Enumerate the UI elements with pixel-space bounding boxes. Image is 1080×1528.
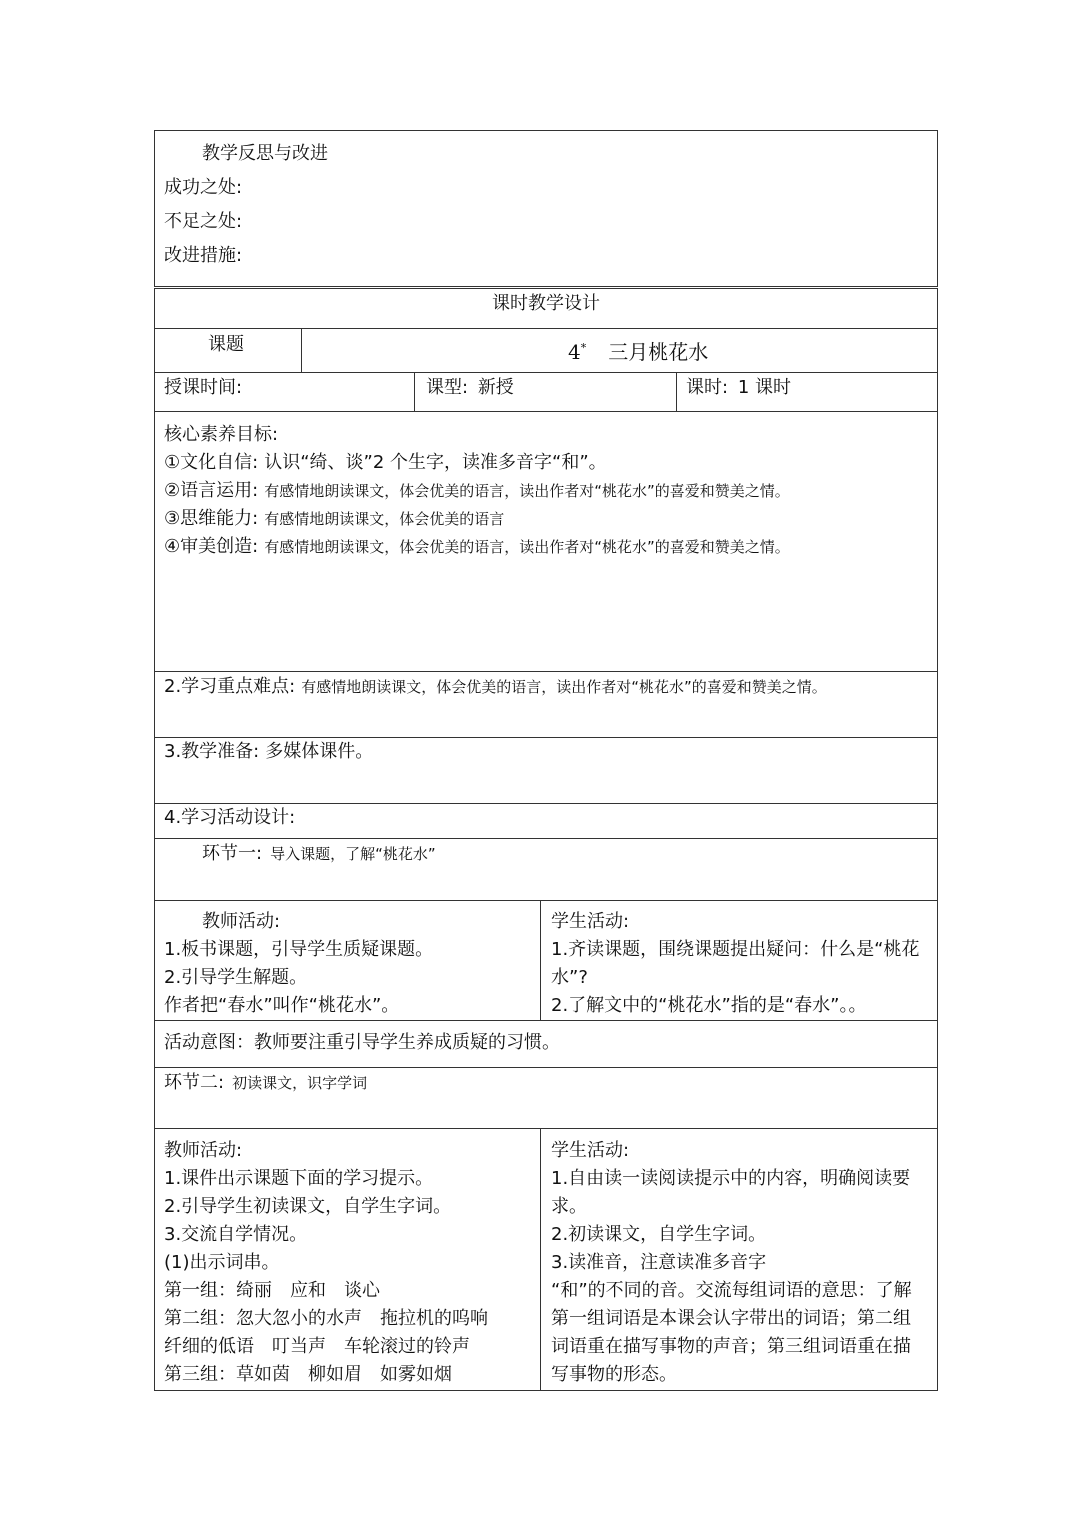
goal-item <box>164 535 790 559</box>
type-label: 课型: <box>426 377 469 398</box>
stage2-teacher-line: 第三组：草如茵 柳如眉 如雾如烟 <box>164 1364 452 1385</box>
period-value: 1 课时 <box>737 377 791 398</box>
preparation-text: 多媒体课件。 <box>265 741 374 762</box>
goal-text: 有感情地朗读课文，体会优美的语言，读出作者对“桃花水”的喜爱和赞美之情。 <box>264 482 790 500</box>
stage1-label: 环节一: <box>202 843 263 864</box>
goal-label: ④审美创造: <box>164 536 259 557</box>
reflection-success: 成功之处: <box>164 177 243 198</box>
stage2-teacher-line: 第一组：绮丽 应和 谈心 <box>164 1280 380 1301</box>
key-points <box>164 675 827 699</box>
reflection-heading: 教学反思与改进 <box>202 143 328 164</box>
time-label: 授课时间: <box>164 377 243 398</box>
stage1-title <box>202 842 436 866</box>
stage2-teacher-line: 纤细的低语 叮当声 车轮滚过的铃声 <box>164 1336 470 1357</box>
lesson-title-line <box>568 340 708 364</box>
stage2-student-line: 2.初读课文，自学生字词。 <box>551 1224 767 1245</box>
stage2-teacher-line: 第二组：忽大忽小的水声 拖拉机的呜响 <box>164 1308 488 1329</box>
stage2-text: 初读课文，识字学词 <box>232 1074 368 1092</box>
stage2-student-heading: 学生活动: <box>551 1140 630 1161</box>
period-cell <box>686 376 791 400</box>
stage2-student-line: “和”的不同的音。交流每组词语的意思：了解 <box>551 1280 912 1301</box>
stage2-label: 环节二: <box>164 1072 225 1093</box>
stage1-text: 导入课题，了解“桃花水” <box>270 845 436 863</box>
period-label: 课时: <box>686 377 729 398</box>
reflection-improvement: 改进措施: <box>164 245 243 266</box>
key-points-label: 2.学习重点难点: <box>164 676 296 697</box>
goal-label: ③思维能力: <box>164 508 259 529</box>
stage2-student-line: 词语重在描写事物的声音；第三组词语重在描 <box>551 1336 911 1357</box>
stage1-teacher-line: 2.引导学生解题。 <box>164 967 308 988</box>
type-cell <box>426 376 514 400</box>
preparation <box>164 740 373 764</box>
stage1-intent: 活动意图：教师要注重引导学生养成质疑的习惯。 <box>164 1032 560 1053</box>
topic-label: 课题 <box>208 334 244 355</box>
goals-heading: 核心素养目标: <box>164 424 279 445</box>
key-points-text: 有感情地朗读课文，体会优美的语言，读出作者对“桃花水”的喜爱和赞美之情。 <box>301 678 827 696</box>
stage2-teacher-line: 2.引导学生初读课文，自学生字词。 <box>164 1196 452 1217</box>
goal-text: 有感情地朗读课文，体会优美的语言 <box>264 510 505 528</box>
stage1-student-line: 2.了解文中的“桃花水”指的是“春水”。。 <box>551 995 867 1016</box>
stage2-student-line: 写事物的形态。 <box>551 1364 677 1385</box>
lesson-mark: * <box>580 341 587 355</box>
preparation-label: 3.教学准备: <box>164 741 260 762</box>
stage2-teacher-line: (1)出示词串。 <box>164 1252 280 1273</box>
design-header: 课时教学设计 <box>492 293 600 314</box>
stage1-student-heading: 学生活动: <box>551 911 630 932</box>
goal-label: ②语言运用: <box>164 480 259 501</box>
lesson-number: 4 <box>568 340 581 364</box>
goal-text: 有感情地朗读课文，体会优美的语言，读出作者对“桃花水”的喜爱和赞美之情。 <box>264 538 790 556</box>
stage2-teacher-line: 3.交流自学情况。 <box>164 1224 308 1245</box>
stage2-teacher-heading: 教师活动: <box>164 1140 243 1161</box>
goal-item <box>164 507 504 531</box>
goal-item <box>164 451 607 475</box>
goal-text: 认识“绮、谈”2 个生字，读准多音字“和”。 <box>264 452 607 473</box>
goal-item <box>164 479 790 503</box>
stage2-title <box>164 1071 367 1095</box>
stage1-teacher-line: 1.板书课题，引导学生质疑课题。 <box>164 939 434 960</box>
stage1-teacher-heading: 教师活动: <box>202 911 281 932</box>
reflection-shortcoming: 不足之处: <box>164 211 243 232</box>
goal-label: ①文化自信: <box>164 452 259 473</box>
stage2-student-line: 3.读准音，注意读准多音字 <box>551 1252 767 1273</box>
stage1-student-line: 水”? <box>551 967 588 988</box>
activity-design-label: 4.学习活动设计: <box>164 807 296 828</box>
lesson-title: 三月桃花水 <box>608 340 709 364</box>
stage2-student-line: 1.自由读一读阅读提示中的内容，明确阅读要 <box>551 1168 911 1189</box>
stage2-teacher-line: 1.课件出示课题下面的学习提示。 <box>164 1168 434 1189</box>
stage1-teacher-line: 作者把“春水”叫作“桃花水”。 <box>164 995 400 1016</box>
stage2-student-line: 求。 <box>551 1196 587 1217</box>
stage1-student-line: 1.齐读课题，围绕课题提出疑问：什么是“桃花 <box>551 939 920 960</box>
stage2-student-line: 第一组词语是本课会认字带出的词语；第二组 <box>551 1308 911 1329</box>
type-value: 新授 <box>477 377 514 398</box>
